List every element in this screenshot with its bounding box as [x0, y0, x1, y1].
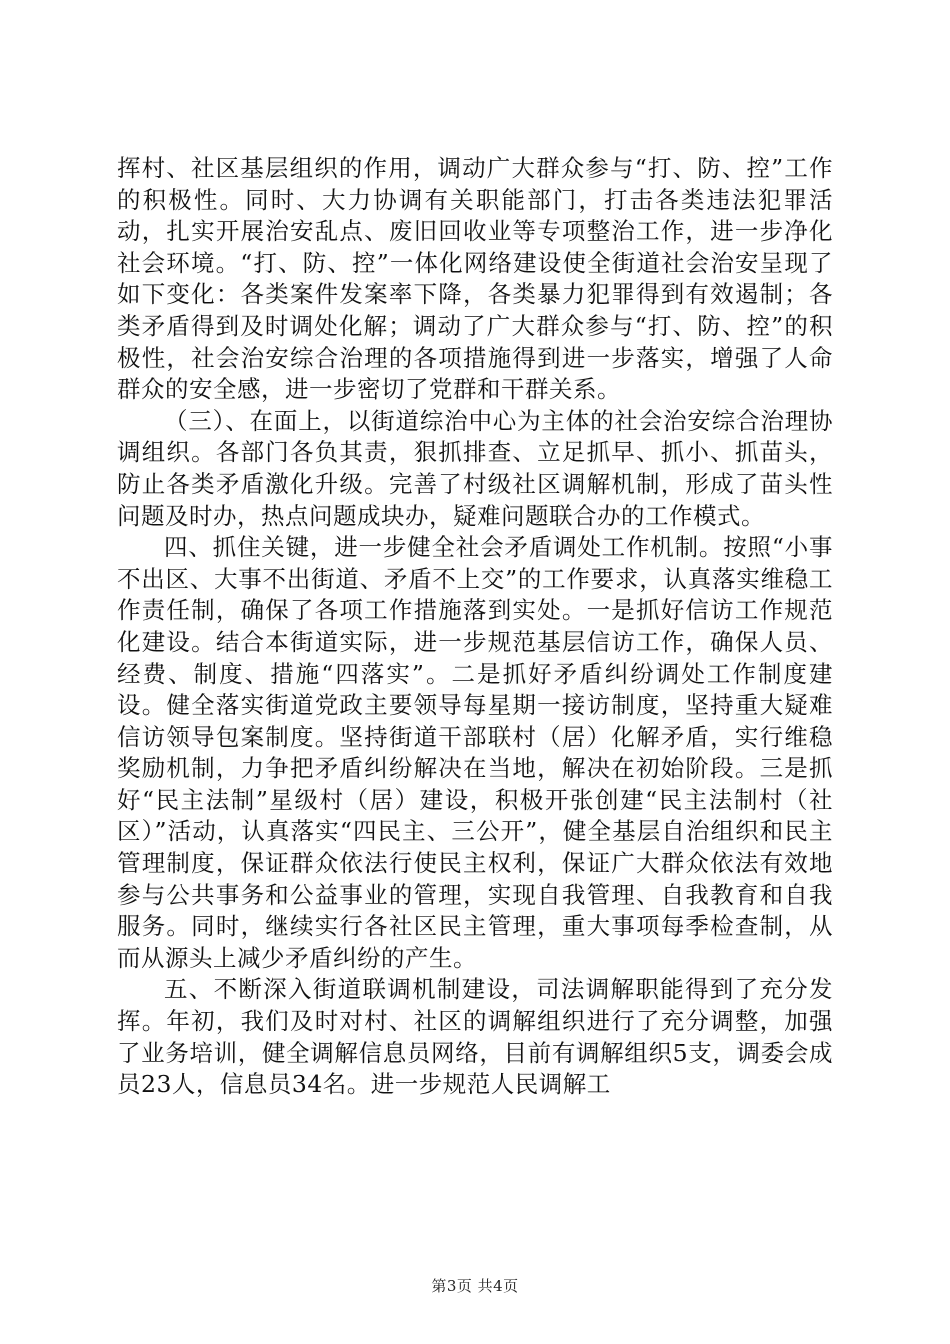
paragraph-section-three: （三）、在面上，以街道综治中心为主体的社会治安综合治理协调组织。各部门各负其责，狠抓排查、立足抓早、抓小、抓苗头，防止各类矛盾激化升级。完善了村级社区调解机制，形成了苗头性问题及时办，热点问题成块办，疑难问题联合办的工作模式。	[117, 406, 833, 530]
page-footer: 第3页 共4页	[431, 1277, 519, 1295]
paragraph-section-five: 五、不断深入街道联调机制建设，司法调解职能得到了充分发挥。年初，我们及时对村、社区的调解组织进行了充分调整，加强了业务培训，健全调解信息员网络，目前有调解组织5支，调委会成员23人，信息员34名。进一步规范人民调解工	[117, 975, 833, 1099]
paragraph-continued: 挥村、社区基层组织的作用，调动广大群众参与“打、防、控”工作的积极性。同时、大力协调有关职能部门，打击各类违法犯罪活动，扎实开展治安乱点、废旧回收业等专项整治工作，进一步净化社会环境。“打、防、控”一体化网络建设使全街道社会治安呈现了如下变化：各类案件发案率下降，各类暴力犯罪得到有效遏制；各类矛盾得到及时调处化解；调动了广大群众参与“打、防、控”的积极性，社会治安综合治理的各项措施得到进一步落实，增强了人命群众的安全感，进一步密切了党群和干群关系。	[117, 154, 833, 404]
paragraph-section-four: 四、抓住关键，进一步健全社会矛盾调处工作机制。按照“小事不出区、大事不出街道、矛盾不上交”的工作要求，认真落实维稳工作责任制，确保了各项工作措施落到实处。一是抓好信访工作规范化建设。结合本街道实际，进一步规范基层信访工作，确保人员、经费、制度、措施“四落实”。二是抓好矛盾纠纷调处工作制度建设。健全落实街道党政主要领导每星期一接访制度，坚持重大疑难信访领导包案制度。坚持街道干部联村（居）化解矛盾，实行维稳奖励机制，力争把矛盾纠纷解决在当地，解决在初始阶段。三是抓好“民主法制”星级村（居）建设，积极开张创建“民主法制村（社区）”活动，认真落实“四民主、三公开”，健全基层自治组织和民主管理制度，保证群众依法行使民主权利，保证广大群众依法有效地参与公共事务和公益事业的管理，实现自我管理、自我教育和自我服务。同时，继续实行各社区民主管理，重大事项每季检查制，从而从源头上减少矛盾纠纷的产生。	[117, 533, 833, 972]
document-body	[117, 153, 833, 1101]
